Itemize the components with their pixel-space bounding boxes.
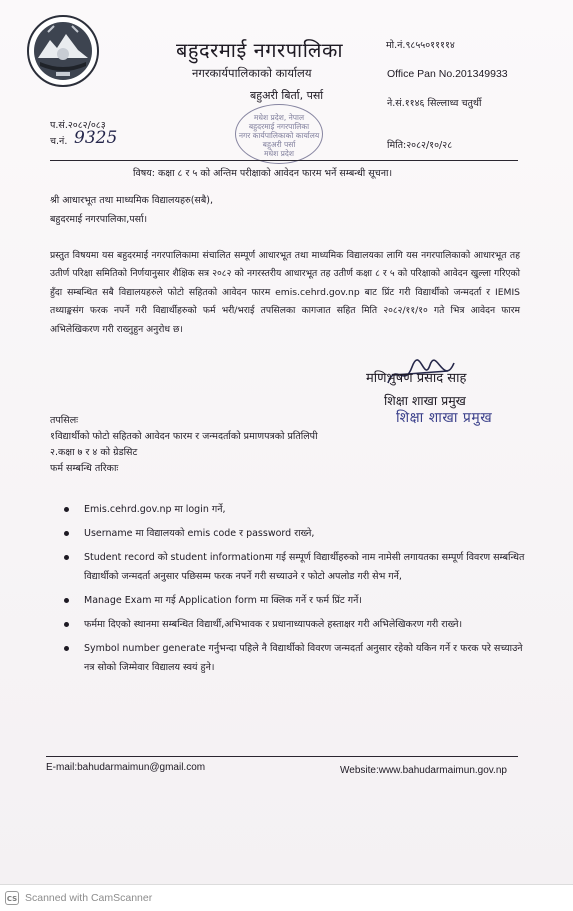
scanner-watermark-bar [0, 884, 573, 911]
list-item [60, 500, 530, 519]
signatory-stamp: शिक्षा शाखा प्रमुख [396, 410, 493, 426]
letter-number: प.सं.२०८२/०८३ [50, 120, 106, 131]
list-item [60, 524, 530, 543]
org-address: बहुअरी बिर्ता, पर्सा [250, 89, 324, 102]
addressee-line-1: श्री आधारभूत तथा माध्यमिक विद्यालयहरु(सबै), [50, 195, 214, 206]
phone-number: मो.नं.९८५५०११११४ [386, 40, 455, 51]
list-item [60, 639, 530, 677]
step-text: फर्ममा दिएको स्थानमा सम्बन्धित विद्यार्थी,अभिभावक र प्रधानाध्यापकले हस्ताक्षर गरी अभिलेखिकरण गरी राख्ने। [84, 619, 463, 630]
header-divider [50, 160, 518, 161]
list-item [60, 548, 530, 586]
dispatch-number-handwritten: 9325 [74, 128, 118, 148]
subject-line: विषय: कक्षा ८ र ५ को अन्तिम परीक्षाको आवेदन फारम भर्ने सम्बन्धी सूचना। [133, 168, 393, 179]
stamp-line: बहुदरमाई नगरपालिका [248, 122, 310, 131]
bullet-icon [64, 622, 69, 627]
office-pan: Office Pan No.201349933 [387, 68, 508, 80]
stamp-line: मधेश प्रदेश, नेपाल [253, 113, 305, 122]
addressee-line-2: बहुदरमाई नगरपालिका,पर्सा। [50, 214, 148, 225]
footer-divider [46, 756, 518, 757]
enclosure-item: १विद्यार्थीको फोटो सहितको आवेदन फारम र जन्मदर्ताको प्रमाणपत्रको प्रतिलिपी [50, 431, 318, 442]
bullet-icon [64, 507, 69, 512]
letter-date: मिति:२०८२/१०/२८ [387, 140, 453, 151]
org-office: नगरकार्यपालिकाको कार्यालय [192, 66, 312, 80]
stamp-line: मधेश प्रदेश [264, 149, 294, 158]
step-text: Username मा विद्यालयको emis code र password राख्ने, [84, 528, 315, 539]
step-text: Emis.cehrd.gov.np मा login गर्ने, [84, 504, 226, 515]
enclosure-item: २.कक्षा ७ र ४ को ग्रेडसिट [50, 447, 138, 458]
stamp-line: बहुअरी पर्सा [262, 140, 296, 149]
nepal-emblem-logo [26, 14, 100, 88]
org-name: बहुदरमाई नगरपालिका [176, 38, 344, 62]
step-text: Manage Exam मा गई Application form मा क्लिक गर्ने र फर्म प्रिंट गर्ने। [84, 595, 362, 606]
registration-date: ने.सं.११४६ सिल्लाध्व चतुर्थी [387, 98, 482, 109]
step-text: Symbol number generate गर्नुभन्दा पहिले नै विद्यार्थीको विवरण जन्मदर्ता अनुसार रहेको यकिन गर्ने र फरक परे सच्याउने नत्र सोको जिम्मेवार विद्यालय स्वयं हुने। [84, 643, 523, 673]
footer-email: E-mail:bahudarmaimun@gmail.com [46, 762, 206, 773]
stamp-line: नगर कार्यपालिकाको कार्यालय [238, 131, 320, 140]
body-paragraph: प्रस्तुत विषयमा यस बहुदरमाई नगरपालिकामा संचालित सम्पूर्ण आधारभूत तथा माध्यमिक विद्यालयका लागि यस नगरपालिकाको आधारभूत तह उतीर्ण परिक्षा समितिको निर्णयानुसार शैक्षिक सत्र २०८२ को नगरस्तरीय आधारभूत तह उतीर्ण कक्षा ८ र ५ को परिक्षाको आवेदन खुल्ला गरिएको हुँदा सम्बन्धित सबै विद्यालयहरुले फोटो सहितको आवेदन फारम emis.cehrd.gov.np बाट प्रिंट गरी विद्यार्थीको जन्मदर्ता र IEMIS तथ्याङ्कसंग फरक नपर्ने गरी विद्यार्थीहरुको फर्म भरी/भराई तपसिलका कागजात सहित मिति २०८२/११/१० गते भित्र आवेदन फारम अभिलेखिकरण गरी राख्नुहुन अनुरोध छ। [50, 250, 520, 335]
office-stamp [235, 104, 323, 164]
bullet-icon [64, 598, 69, 603]
step-text: Student record को student informationमा गई सम्पूर्ण विद्यार्थीहरुको नाम नामेसी लगायतका सम्पूर्ण विवरण सम्बन्धित विद्यार्थीको जन्मदर्ता अनुसार पछिसम्म फरक नपर्ने गरी सच्याउने र फोटो अपलोड गरी सेभ गर्ने, [84, 552, 525, 582]
enclosure-title: तपसिलः [50, 415, 79, 426]
list-item [60, 615, 530, 634]
bullet-icon [64, 555, 69, 560]
enclosure-item: फर्म सम्बन्धि तरिकाः [50, 463, 119, 474]
scanner-watermark-text: Scanned with CamScanner [25, 892, 153, 904]
list-item [60, 591, 530, 610]
signatory-title: शिक्षा शाखा प्रमुख [384, 393, 466, 408]
dispatch-number-label: च.नं. [50, 136, 68, 147]
bullet-icon [64, 531, 69, 536]
procedure-list [60, 500, 530, 682]
signatory-name: मणिभुषण प्रसाद साह [366, 371, 467, 386]
footer-website: Website:www.bahudarmaimun.gov.np [340, 765, 507, 776]
camscanner-logo-icon: CS [5, 891, 19, 905]
bullet-icon [64, 646, 69, 651]
